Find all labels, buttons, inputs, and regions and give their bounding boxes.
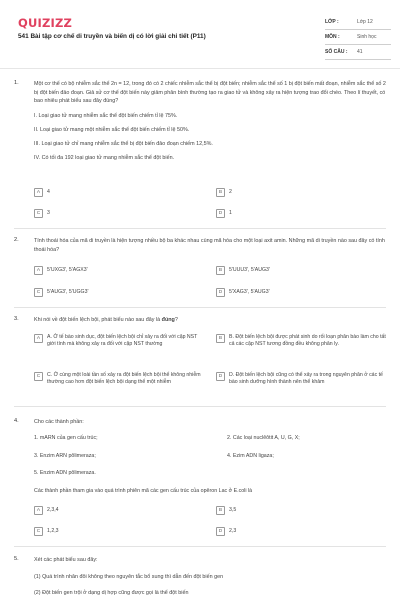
question-text-prefix: Khi nói về đột biến lệch bội, phát biểu nào sau đây là	[34, 317, 162, 323]
question-3	[14, 316, 386, 408]
question-1	[14, 80, 386, 230]
question-5	[14, 556, 386, 600]
option-letter: B	[216, 266, 225, 275]
question-divider	[14, 546, 386, 547]
option-a[interactable]	[34, 266, 88, 275]
meta-count-value: 41	[357, 49, 363, 55]
question-body	[34, 80, 386, 162]
component-1: 1. mARN của gen cấu trúc;	[34, 435, 98, 441]
question-number: 4.	[14, 418, 19, 424]
option-letter: A	[34, 506, 43, 515]
question-number: 1.	[14, 80, 19, 86]
option-c[interactable]	[34, 372, 206, 385]
option-letter: D	[216, 288, 225, 297]
question-text: Xét các phát biểu sau đây:	[34, 557, 98, 563]
option-letter: B	[216, 188, 225, 197]
option-letter: D	[216, 372, 225, 381]
option-c[interactable]	[34, 288, 88, 297]
question-text-suffix: ?	[174, 317, 178, 323]
option-text: 2	[229, 189, 232, 196]
meta-grade-label: LỚP :	[325, 19, 339, 25]
quizizz-logo: QUIZIZZ	[18, 16, 73, 30]
meta-grade	[325, 15, 391, 30]
option-b[interactable]	[216, 506, 236, 515]
meta-count-label: SỐ CÂU :	[325, 49, 348, 55]
question-text-emphasis: đúng	[161, 317, 175, 323]
component-4: 4. Ezim ADN ligaza;	[227, 453, 274, 459]
question-4	[14, 418, 386, 548]
option-letter: C	[34, 372, 43, 381]
statement-3: III. Loại giao tử chỉ mang nhiễm sắc thể bị đột biến đảo đoạn chiếm 12,5%.	[34, 140, 213, 147]
question-2	[14, 237, 386, 309]
option-d[interactable]	[216, 288, 270, 297]
option-text: 2,3,4	[47, 507, 59, 514]
question-body	[34, 556, 386, 597]
option-text: C. Ở cùng một loài tần số xảy ra đột biến lệch bội thể không nhiễm thường cao hơn đột biến lệch bội dạng thể một nhiễm	[47, 372, 201, 385]
option-letter: A	[34, 266, 43, 275]
question-number: 3.	[14, 316, 19, 322]
option-text: 5'UXG3', 5'AGX3'	[47, 267, 88, 274]
question-divider	[14, 307, 386, 308]
option-text: 2,3	[229, 528, 237, 535]
option-a[interactable]	[34, 334, 206, 347]
option-letter: B	[216, 506, 225, 515]
statement-2: (2) Đột biến gen trội ở dạng dị hợp cũng được gọi là thể đột biến	[34, 589, 189, 596]
question-number: 5.	[14, 556, 19, 562]
question-number: 2.	[14, 237, 19, 243]
question-divider	[14, 228, 386, 229]
option-text: 1,2,3	[47, 528, 59, 535]
question-body	[34, 418, 386, 427]
option-b[interactable]	[216, 334, 388, 347]
worksheet-meta	[325, 15, 391, 60]
question-text	[34, 316, 386, 325]
question-body	[34, 316, 386, 325]
option-d[interactable]	[216, 372, 388, 385]
option-text: D. Đột biến lệch bội cũng có thể xảy ra trong nguyên phân ở các tế bào sinh dưỡng hình thành nên thể khảm	[229, 372, 383, 385]
option-b[interactable]	[216, 266, 270, 275]
question-text: Tính thoái hóa của mã di truyền là hiện tượng nhiều bộ ba khác nhau cùng mã hóa cho một loại axit amin. Những mã di truyền nào sau đây có tính thoái hóa?	[34, 238, 385, 253]
option-text: B. Đột biến lệch bội được phát sinh do rối loạn phân bào làm cho tất cả các cặp NST tương đồng đều không phân ly.	[229, 334, 386, 347]
question-text: Cho các thành phần:	[34, 419, 84, 425]
option-c[interactable]	[34, 209, 50, 218]
option-text: 3	[47, 210, 50, 217]
option-letter: C	[34, 209, 43, 218]
option-text: 4	[47, 189, 50, 196]
meta-grade-value: Lớp 12	[357, 19, 373, 25]
option-text: A. Ở tế bào sinh dục, đột biến lệch bội chỉ xảy ra đối với cặp NST giới tính mà không xảy ra đối với cặp NST thường	[47, 334, 198, 347]
statement-2: II. Loại giao tử mang một nhiễm sắc thể đột biến chiếm tỉ lệ 50%.	[34, 126, 190, 133]
question-prompt: Các thành phần tham gia vào quá trình phiên mã các gen cấu trúc của opêron Lac ở E.coli là	[34, 488, 253, 494]
page-header	[0, 0, 400, 70]
option-letter: A	[34, 188, 43, 197]
meta-subject-value: Sinh học	[357, 34, 377, 40]
option-letter: C	[34, 527, 43, 536]
statement-1: (1) Quá trình nhân đôi không theo nguyên tắc bổ sung thì dẫn đến đột biến gen	[34, 573, 224, 580]
option-letter: D	[216, 209, 225, 218]
option-letter: C	[34, 288, 43, 297]
component-2: 2. Các loại nuclêôtit A, U, G, X;	[227, 435, 300, 441]
option-b[interactable]	[216, 188, 232, 197]
option-a[interactable]	[34, 506, 59, 515]
statement-1: I. Loại giao tử mang nhiễm sắc thể đột biến chiếm tỉ lệ 75%.	[34, 112, 178, 119]
option-d[interactable]	[216, 209, 232, 218]
component-3: 3. Enzim ARN pôlimeraza;	[34, 453, 96, 459]
option-text: 1	[229, 210, 232, 217]
component-5: 5. Enzim ADN pôlimeraza.	[34, 470, 96, 476]
option-d[interactable]	[216, 527, 236, 536]
option-text: 5'AUG3', 5'UGG3'	[47, 289, 89, 296]
meta-question-count	[325, 45, 391, 60]
option-a[interactable]	[34, 188, 50, 197]
option-letter: D	[216, 527, 225, 536]
question-divider	[14, 406, 386, 407]
meta-subject	[325, 30, 391, 45]
meta-subject-label: MÔN :	[325, 34, 340, 40]
option-c[interactable]	[34, 527, 59, 536]
question-body	[34, 237, 386, 254]
option-text: 5'XAG3', 5'AUG3'	[229, 289, 270, 296]
option-letter: A	[34, 334, 43, 343]
option-text: 5'UUU3', 5'AUG3'	[229, 267, 270, 274]
worksheet-title: 541 Bài tập cơ chế di truyền và biến dị có lời giải chi tiết (P11)	[18, 33, 206, 40]
option-text: 3,5	[229, 507, 237, 514]
question-text: Một cơ thể có bộ nhiễm sắc thể 2n = 12, trong đó có 2 chiếc nhiễm sắc thể bị đột biến; nhiễm sắc thể số 1 bị đột biến mất đoạn, nhiễm sắc thể số 2 bị đột biến đảo đoạn. Giả sử cơ thể đột biến này giảm phân bình thường tạo ra giao tử và không xảy ra hiện tượng trao đổi chéo. Theo lí thuyết, có bao nhiêu phát biểu sau đây đúng?	[34, 81, 386, 105]
statement-4: IV. Có tối đa 192 loại giao tử mang nhiễm sắc thể đột biến.	[34, 154, 175, 161]
option-letter: B	[216, 334, 225, 343]
header-divider	[0, 68, 400, 69]
